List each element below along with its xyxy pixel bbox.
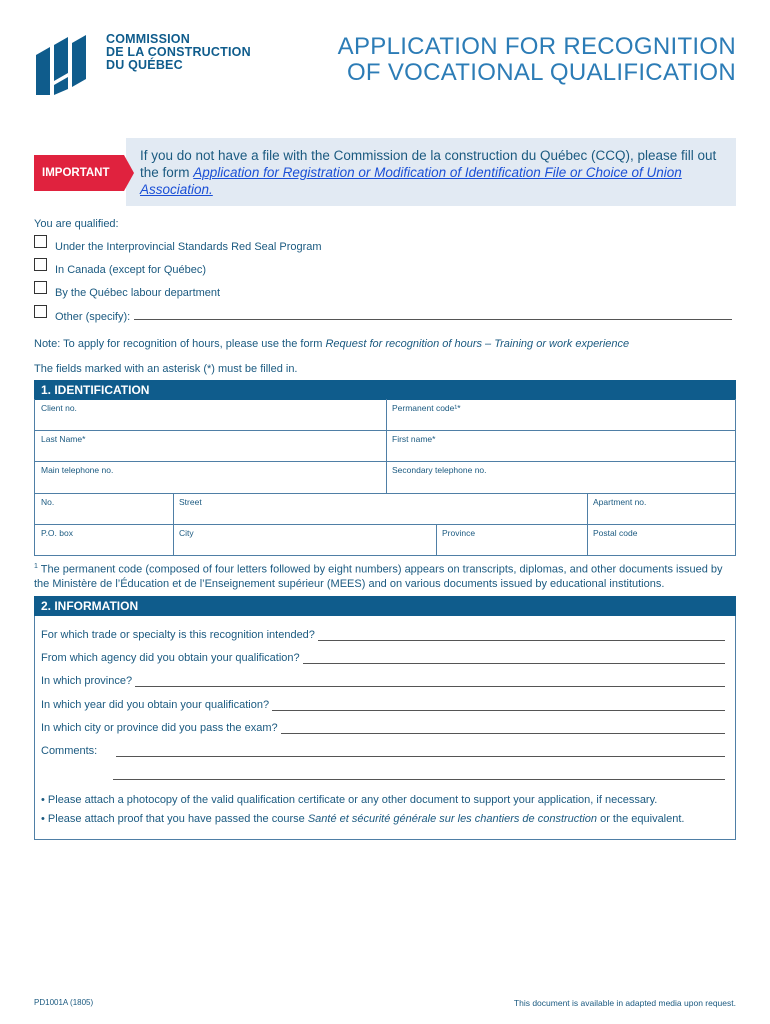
option-quebec-labour[interactable]: [34, 281, 221, 299]
important-tag: IMPORTANT: [34, 155, 124, 191]
comments-label: Comments:: [41, 745, 98, 757]
attach-proof-text: • Please attach proof that you have passed the course: [41, 813, 308, 825]
org-line-3: DU QUÉBEC: [106, 58, 183, 72]
course-name: Santé et sécurité générale sur les chantiers de construction: [307, 813, 598, 825]
hours-note-text: Note: To apply for recognition of hours, please use the form: [34, 338, 326, 350]
agency-question: [41, 652, 725, 664]
other-specify-field[interactable]: [134, 309, 732, 320]
title-line-1: APPLICATION FOR RECOGNITION: [337, 33, 736, 60]
ccq-logo-icon: [34, 33, 94, 95]
agency-question-label: From which agency did you obtain your qualification?: [41, 652, 300, 664]
comments-row: [41, 745, 725, 757]
important-arrow-icon: [124, 155, 134, 191]
other-label: Other (specify):: [55, 311, 131, 323]
province-answer-field[interactable]: [135, 676, 725, 687]
agency-answer-field[interactable]: [303, 653, 725, 664]
apartment-field[interactable]: Apartment no.: [593, 497, 647, 507]
hours-note: [34, 338, 629, 350]
comments-row-2: [113, 769, 725, 780]
trade-answer-field[interactable]: [318, 630, 725, 641]
province-field[interactable]: Province: [442, 528, 476, 538]
asterisk-note: The fields marked with an asterisk (*) must be filled in.: [34, 363, 298, 375]
other-checkbox[interactable]: [34, 305, 47, 318]
street-field[interactable]: Street: [179, 497, 202, 507]
attach-proof-note: [41, 813, 725, 825]
org-line-2: DE LA CONSTRUCTION: [106, 45, 251, 59]
province-question: [41, 675, 725, 687]
attach-proof-suffix: or the equivalent.: [597, 813, 685, 825]
last-name-field[interactable]: Last Name*: [41, 434, 86, 444]
identification-header: 1. IDENTIFICATION: [34, 380, 736, 400]
trade-question-label: For which trade or specialty is this recognition intended?: [41, 629, 315, 641]
important-text: [140, 147, 726, 198]
information-form: [34, 616, 736, 840]
year-question: [41, 699, 725, 711]
exam-location-question: [41, 722, 725, 734]
org-line-1: COMMISSION: [106, 32, 190, 46]
footnote-marker: 1: [34, 563, 38, 570]
canada-checkbox[interactable]: [34, 258, 47, 271]
important-banner: [34, 138, 736, 206]
permanent-code-footnote: [34, 560, 738, 591]
exam-location-question-label: In which city or province did you pass the exam?: [41, 722, 278, 734]
attach-certificate-note: • Please attach a photocopy of the valid qualification certificate or any other document to support your application, if necessary.: [41, 794, 658, 806]
option-other[interactable]: [34, 305, 732, 323]
organization-name: [106, 33, 251, 72]
postal-code-field[interactable]: Postal code: [593, 528, 638, 538]
street-no-field[interactable]: No.: [41, 497, 55, 507]
document-title: [338, 34, 736, 86]
client-no-field[interactable]: Client no.: [41, 403, 77, 413]
secondary-phone-field[interactable]: Secondary telephone no.: [392, 465, 487, 475]
trade-question: [41, 629, 725, 641]
option-red-seal[interactable]: [34, 235, 322, 253]
year-question-label: In which year did you obtain your qualification?: [41, 699, 270, 711]
adapted-media-notice: This document is available in adapted media upon request.: [513, 998, 736, 1008]
identification-form: [34, 399, 736, 556]
city-field[interactable]: City: [179, 528, 194, 538]
form-code: PD1001A (1805): [34, 998, 94, 1007]
first-name-field[interactable]: First name*: [392, 434, 436, 444]
po-box-field[interactable]: P.O. box: [41, 528, 73, 538]
year-answer-field[interactable]: [272, 700, 725, 711]
option-canada[interactable]: [34, 258, 207, 276]
exam-location-answer-field[interactable]: [281, 723, 725, 734]
province-question-label: In which province?: [41, 675, 133, 687]
qualified-label: You are qualified:: [34, 218, 119, 230]
comments-field-line-2[interactable]: [113, 769, 725, 780]
canada-label: In Canada (except for Québec): [55, 264, 207, 276]
hours-form-name: Request for recognition of hours – Training or work experience: [325, 338, 630, 350]
comments-field-line-1[interactable]: [116, 746, 725, 757]
red-seal-label: Under the Interprovincial Standards Red Seal Program: [55, 241, 322, 253]
main-phone-field[interactable]: Main telephone no.: [41, 465, 114, 475]
quebec-labour-label: By the Québec labour department: [55, 287, 221, 299]
important-text-body: If you do not have a file with the Commission de la construction du Québec (CCQ), please fill out the form: [140, 148, 717, 180]
quebec-labour-checkbox[interactable]: [34, 281, 47, 294]
information-header: 2. INFORMATION: [34, 596, 736, 616]
registration-form-link[interactable]: Application for Registration or Modification of Identification File or Choice of Union Association.: [140, 165, 682, 197]
permanent-code-field[interactable]: Permanent code¹*: [392, 403, 461, 413]
footnote-text: The permanent code (composed of four letters followed by eight numbers) appears on transcripts, diplomas, and other documents issued by the Ministère de l’Éducation et de l’Enseignement supérieur (MEES) and on various documents issued by educational institutions.: [34, 563, 723, 590]
red-seal-checkbox[interactable]: [34, 235, 47, 248]
title-line-2: OF VOCATIONAL QUALIFICATION: [346, 59, 736, 86]
